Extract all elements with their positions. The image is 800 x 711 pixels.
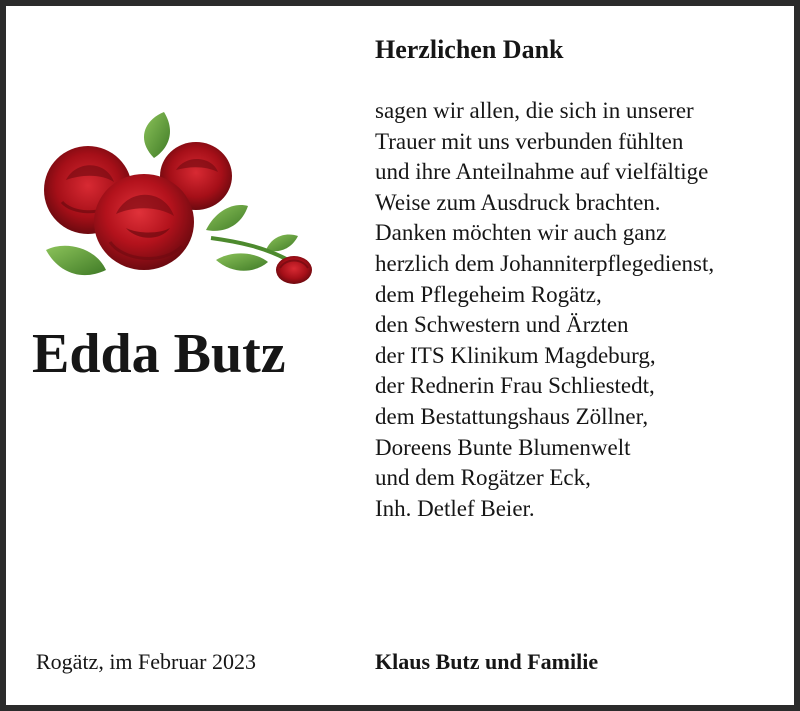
signature: Klaus Butz und Familie: [375, 649, 599, 674]
thanks-heading: Herzlichen Dank: [375, 35, 564, 64]
text-line: der Rednerin Frau Schliestedt,: [375, 373, 655, 399]
place-and-date: Rogätz, im Februar 2023: [36, 649, 256, 674]
red-roses-icon: [36, 110, 316, 290]
text-line: herzlich dem Johanniterpflegedienst,: [375, 250, 715, 276]
obituary-card: [6, 6, 794, 705]
text-line: dem Bestattungshaus Zöllner,: [375, 403, 649, 429]
text-line: und dem Rogätzer Eck,: [375, 465, 591, 491]
deceased-name: Edda Butz: [32, 323, 286, 385]
text-line: Weise zum Ausdruck brachten.: [375, 189, 661, 215]
text-line: den Schwestern und Ärzten: [375, 312, 629, 338]
text-line: sagen wir allen, die sich in unserer: [375, 98, 694, 123]
text-line: und ihre Anteilnahme auf vielfältige: [375, 159, 709, 185]
text-line: Danken möchten wir auch ganz: [375, 220, 667, 246]
text-line: der ITS Klinikum Magdeburg,: [375, 342, 656, 368]
text-line: Trauer mit uns verbunden fühlten: [375, 128, 684, 154]
text-line: dem Pflegeheim Rogätz,: [375, 281, 602, 307]
text-line: Inh. Detlef Beier.: [375, 495, 535, 521]
text-line: Doreens Bunte Blumenwelt: [375, 434, 631, 460]
thanks-text: [375, 96, 714, 524]
